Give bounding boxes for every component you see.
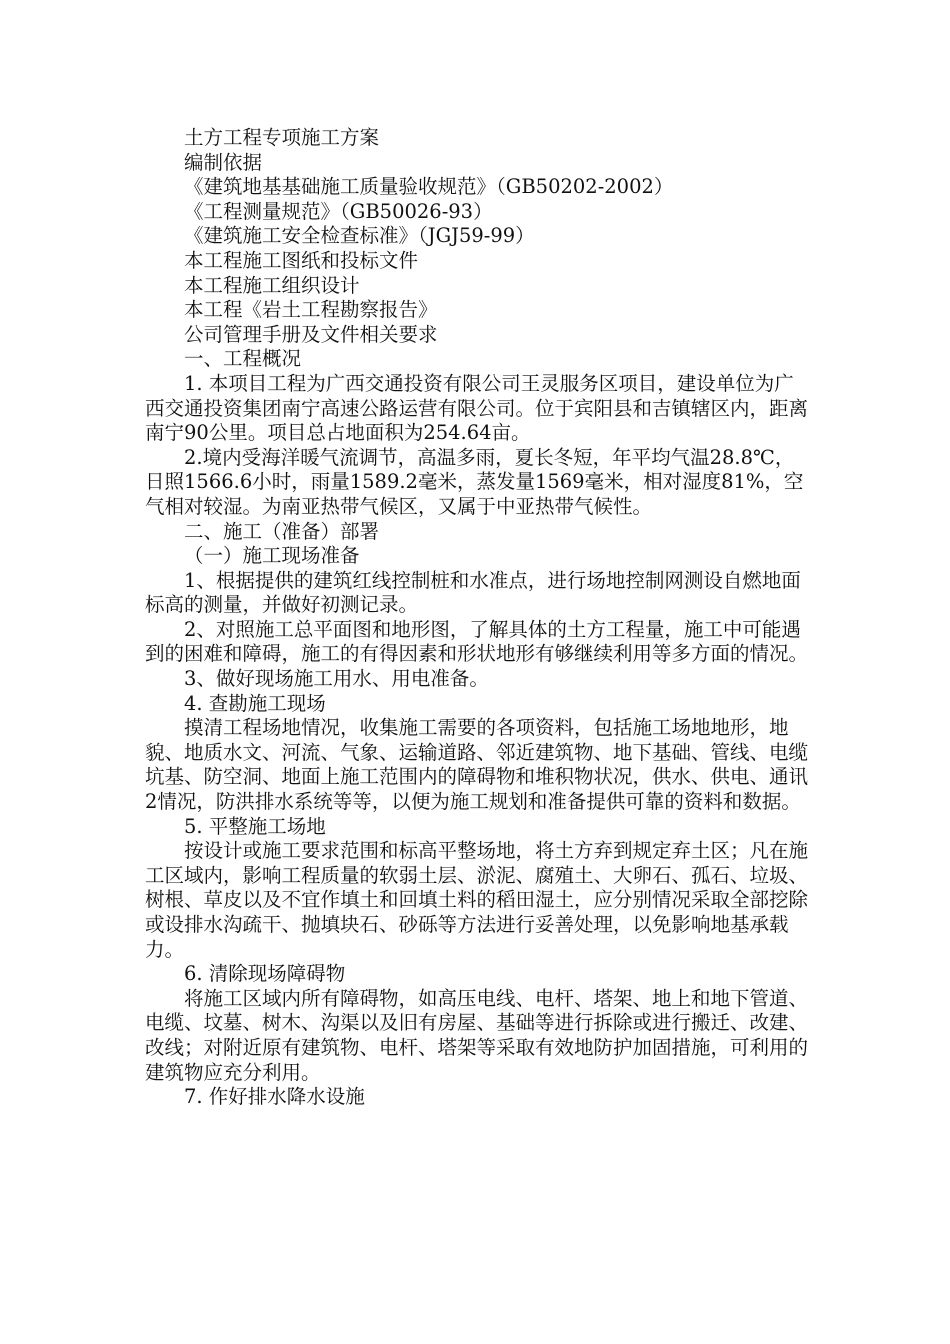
paragraph: （一）施工现场准备 (184, 544, 360, 568)
paragraph: 《工程测量规范》（GB50026-93） (184, 199, 493, 223)
document-body (145, 126, 810, 1110)
paragraph: 2、对照施工总平面图和地形图，了解具体的土方工程量，施工中可能遇到的困难和障碍，施工的有得因素和形状地形有够继续利用等多方面的情况。 (145, 617, 809, 666)
paragraph: 将施工区域内所有障碍物，如高压电线、电杆、塔架、地上和地下管道、电缆、坟墓、树木、沟渠以及旧有房屋、基础等进行拆除或进行搬迁、改建、改线；对附近原有建筑物、电杆、塔架等采取有效地防护加固措施，可利用的建筑物应充分利用。 (145, 986, 809, 1084)
paragraph: 3、做好现场施工用水、用电准备。 (184, 667, 489, 691)
paragraph: 二、施工（准备）部署 (184, 519, 380, 543)
paragraph: 1. 本项目工程为广西交通投资有限公司王灵服务区项目，建设单位为广西交通投资集团南宁高速公路运营有限公司。位于宾阳县和吉镇辖区内，距离南宁90公里。项目总占地面积为254.64亩。 (145, 371, 809, 445)
paragraph: 按设计或施工要求范围和标高平整场地，将土方弃到规定弃土区；凡在施工区域内，影响工程质量的软弱土层、淤泥、腐殖土、大卵石、孤石、垃圾、树根、草皮以及不宜作填土和回填土料的稻田湿土，应分别情况采取全部挖除或设排水沟疏干、抛填块石、砂砾等方法进行妥善处理，以免影响地基承载力。 (145, 839, 809, 961)
document-title: 土方工程专项施工方案 (184, 126, 380, 149)
paragraph: 公司管理手册及文件相关要求 (184, 322, 438, 346)
paragraph: 本工程《岩土工程勘察报告》 (184, 298, 438, 322)
paragraph: 2.境内受海洋暖气流调节，高温多雨，夏长冬短，年平均气温28.8℃，日照1566.6小时，雨量1589.2毫米，蒸发量1569毫米，相对湿度81%，空气相对较湿。为南亚热带气候区，又属于中亚热带气候性。 (145, 445, 804, 518)
paragraph: 6. 清除现场障碍物 (184, 962, 346, 986)
paragraph: 摸清工程场地情况，收集施工需要的各项资料，包括施工场地地形，地貌、地质水文、河流、气象、运输道路、邻近建筑物、地下基础、管线、电缆坑基、防空洞、地面上施工范围内的障碍物和堆积物状况，供水、供电、通讯 2情况，防洪排水系统等等，以便为施工规划和准备提供可靠的资料和数据。 (145, 716, 809, 814)
paragraph: 本工程施工组织设计 (184, 273, 360, 297)
paragraph-list (145, 151, 810, 1110)
paragraph: 《建筑地基基础施工质量验收规范》（GB50202-2002） (184, 175, 674, 199)
paragraph: 4. 查勘施工现场 (184, 691, 326, 715)
paragraph: 本工程施工图纸和投标文件 (184, 248, 419, 272)
paragraph: 编制依据 (184, 150, 263, 174)
paragraph: 7. 作好排水降水设施 (184, 1085, 365, 1109)
paragraph: 5. 平整施工场地 (184, 814, 326, 838)
paragraph: 一、工程概况 (184, 347, 302, 371)
paragraph: 《建筑施工安全检查标准》（JGJ59-99） (184, 224, 535, 248)
paragraph: 1、根据提供的建筑红线控制桩和水准点，进行场地控制网测设自燃地面标高的测量，并做好初测记录。 (145, 568, 801, 617)
